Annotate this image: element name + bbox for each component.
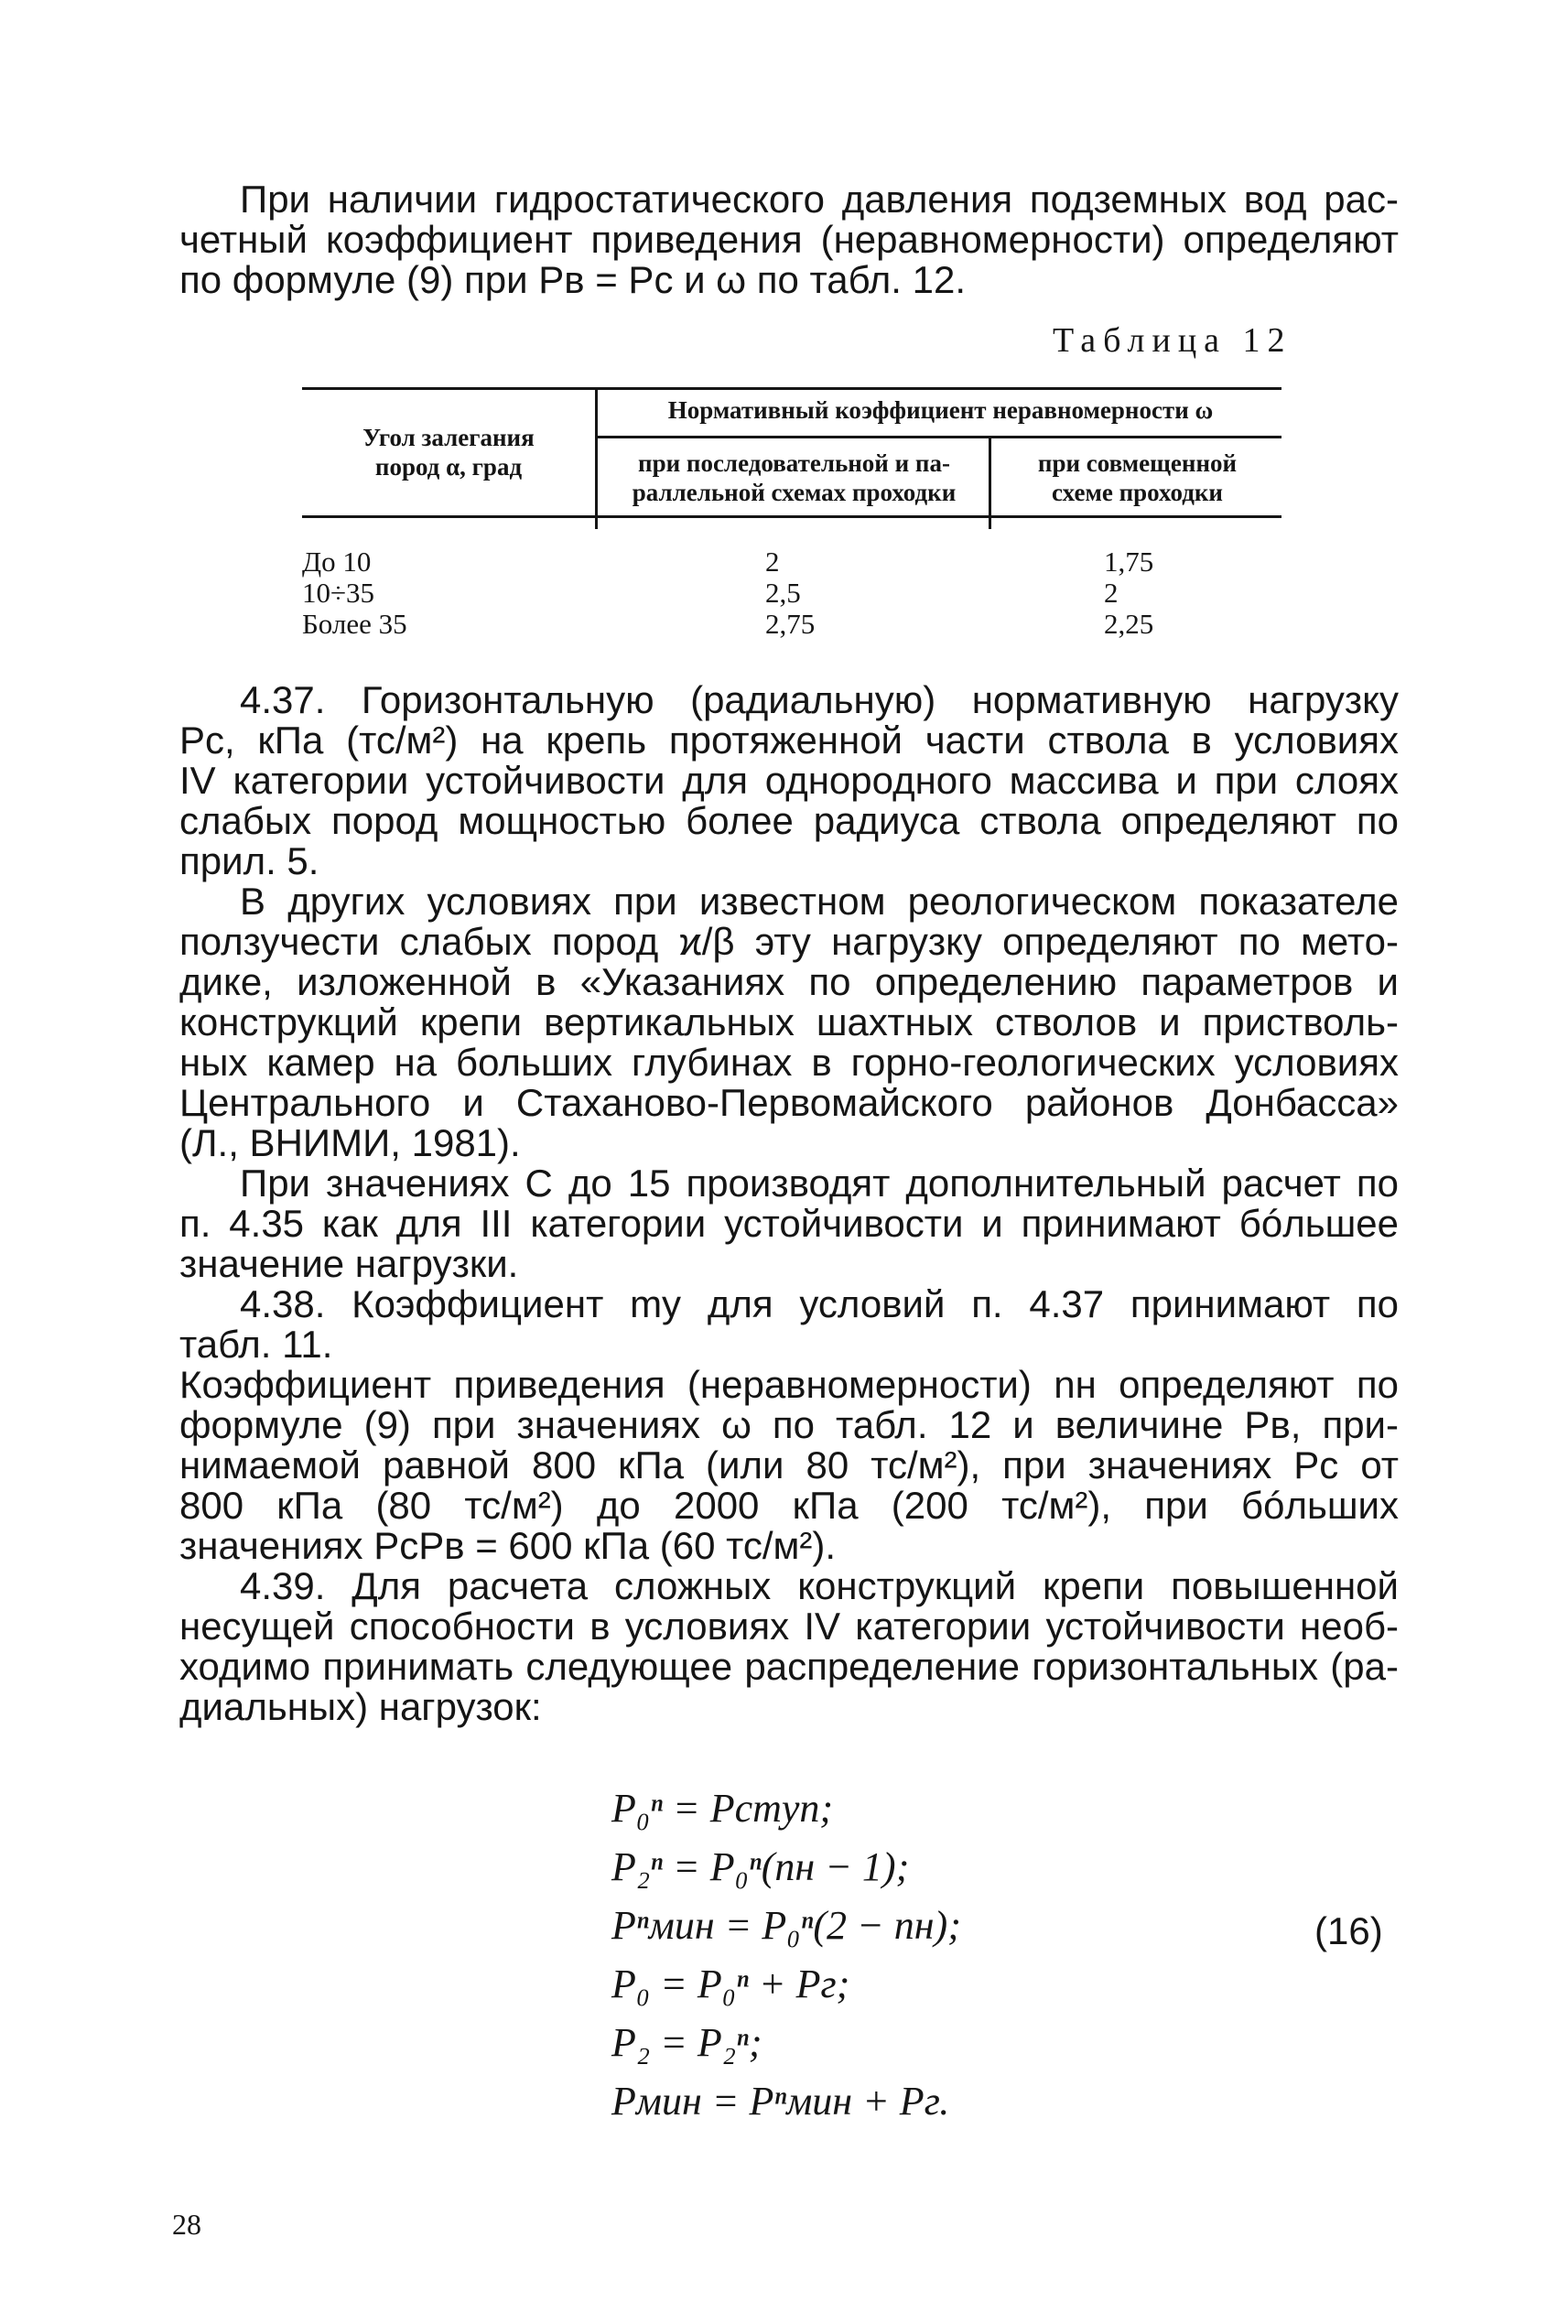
p437-line-3: IV категории устойчивости для однородного массива и при слоях xyxy=(179,759,1399,802)
row-3-combined: 2,25 xyxy=(1104,608,1154,640)
group-header: Нормативный коэффициент неравномерности ω xyxy=(667,396,1214,424)
p-coef-line-3: нимаемой равной 800 кПа (или 80 тс/м²), при значениях Pс от xyxy=(179,1443,1399,1486)
row-1-angle: До 10 xyxy=(302,546,372,578)
p-c15-line-1: При значениях C до 15 производят дополнительный расчет по xyxy=(240,1162,1399,1205)
table-top-rule xyxy=(302,387,1281,390)
p-coef-line-4: 800 кПа (80 тс/м²) до 2000 кПа (200 тс/м²), при бóльших xyxy=(179,1484,1399,1527)
intro-line-1: При наличии гидростатического давления подземных вод рас- xyxy=(240,178,1399,221)
formula-line-6: Pмин = Pⁿмин + Pг. xyxy=(611,2079,950,2124)
col-angle-header-1: Угол залегания xyxy=(362,424,535,451)
col-sequential-header-1: при последовательной и па- xyxy=(638,449,950,477)
p438-line-1: 4.38. Коэффициент mу для условий п. 4.37 принимают по xyxy=(240,1282,1399,1325)
p-coef-line-5: значениях PсPв = 600 кПа (60 тс/м²). xyxy=(179,1524,837,1567)
p-other-line-3: дике, изложенной в «Указаниях по определению параметров и xyxy=(179,960,1399,1003)
table-group-rule xyxy=(595,436,1281,438)
p439-line-1: 4.39. Для расчета сложных конструкций крепи повышенной xyxy=(240,1564,1399,1607)
p439-line-3: ходимо принимать следующее распределение горизонтальных (ра- xyxy=(179,1645,1399,1688)
table-vrule-2 xyxy=(989,436,991,529)
p-coef-line-1: Коэффициент приведения (неравномерности) nн определяют по xyxy=(179,1363,1399,1406)
p439-line-2: несущей способности в условиях IV категории устойчивости необ- xyxy=(179,1605,1399,1648)
intro-line-2: четный коэффициент приведения (неравномерности) определяют xyxy=(179,218,1399,261)
col-combined-header-2: схеме проходки xyxy=(1052,479,1223,506)
p-other-line-4: конструкций крепи вертикальных шахтных стволов и пристволь- xyxy=(179,1000,1399,1043)
formula-line-3: Pⁿмин = P₀ⁿ(2 − nн); xyxy=(611,1903,961,1948)
equation-number: (16) xyxy=(1314,1909,1383,1952)
row-1-combined: 1,75 xyxy=(1104,546,1154,578)
p-other-line-6: Центрального и Стаханово-Первомайского районов Донбасса» xyxy=(179,1081,1399,1124)
table-vrule-1 xyxy=(595,387,598,529)
p437-line-4: слабых пород мощностью более радиуса ствола определяют по xyxy=(179,799,1399,842)
p437-line-2: Pс, кПа (тс/м²) на крепь протяженной части ствола в условиях xyxy=(179,719,1399,762)
p-other-line-2: ползучести слабых пород ϰ/β эту нагрузку определяют по мето- xyxy=(179,920,1399,963)
row-2-sequential: 2,5 xyxy=(765,577,801,609)
p-c15-line-3: значение нагрузки. xyxy=(179,1242,519,1285)
p437-line-5: прил. 5. xyxy=(179,839,319,882)
p-other-line-5: ных камер на больших глубинах в горно-геологических условиях xyxy=(179,1041,1399,1084)
p-coef-line-2: формуле (9) при значениях ω по табл. 12 и величине Pв, при- xyxy=(179,1403,1399,1446)
table-caption: Таблица 12 xyxy=(1053,321,1292,360)
row-2-angle: 10÷35 xyxy=(302,577,375,609)
formula-line-1: P₀ⁿ = Pсmуn; xyxy=(611,1786,834,1831)
row-3-angle: Более 35 xyxy=(302,608,407,640)
row-1-sequential: 2 xyxy=(765,546,780,578)
p438-line-2: табл. 11. xyxy=(179,1323,333,1366)
p437-line-1: 4.37. Горизонтальную (радиальную) нормативную нагрузку xyxy=(240,678,1399,721)
col-sequential-header-2: раллельной схемах проходки xyxy=(632,479,957,506)
formula-line-4: P₀ = P₀ⁿ + Pг; xyxy=(611,1962,850,2006)
p-other-line-7: (Л., ВНИМИ, 1981). xyxy=(179,1121,521,1164)
row-3-sequential: 2,75 xyxy=(765,608,816,640)
intro-line-3: по формуле (9) при Pв = Pс и ω по табл. 12. xyxy=(179,258,966,301)
formula-line-2: P₂ⁿ = P₀ⁿ(nн − 1); xyxy=(611,1844,910,1889)
p-other-line-1: В других условиях при известном реологическом показателе xyxy=(240,880,1399,923)
p439-line-4: диальных) нагрузок: xyxy=(179,1685,542,1728)
formula-line-5: P₂ = P₂ⁿ; xyxy=(611,2020,762,2065)
table-header-rule xyxy=(302,515,1281,518)
col-combined-header-1: при совмещенной xyxy=(1037,449,1238,477)
page-number: 28 xyxy=(172,2208,201,2241)
col-angle-header-2: пород α, град xyxy=(374,453,523,481)
p-c15-line-2: п. 4.35 как для III категории устойчивости и принимают бóльшее xyxy=(179,1202,1399,1245)
row-2-combined: 2 xyxy=(1104,577,1119,609)
